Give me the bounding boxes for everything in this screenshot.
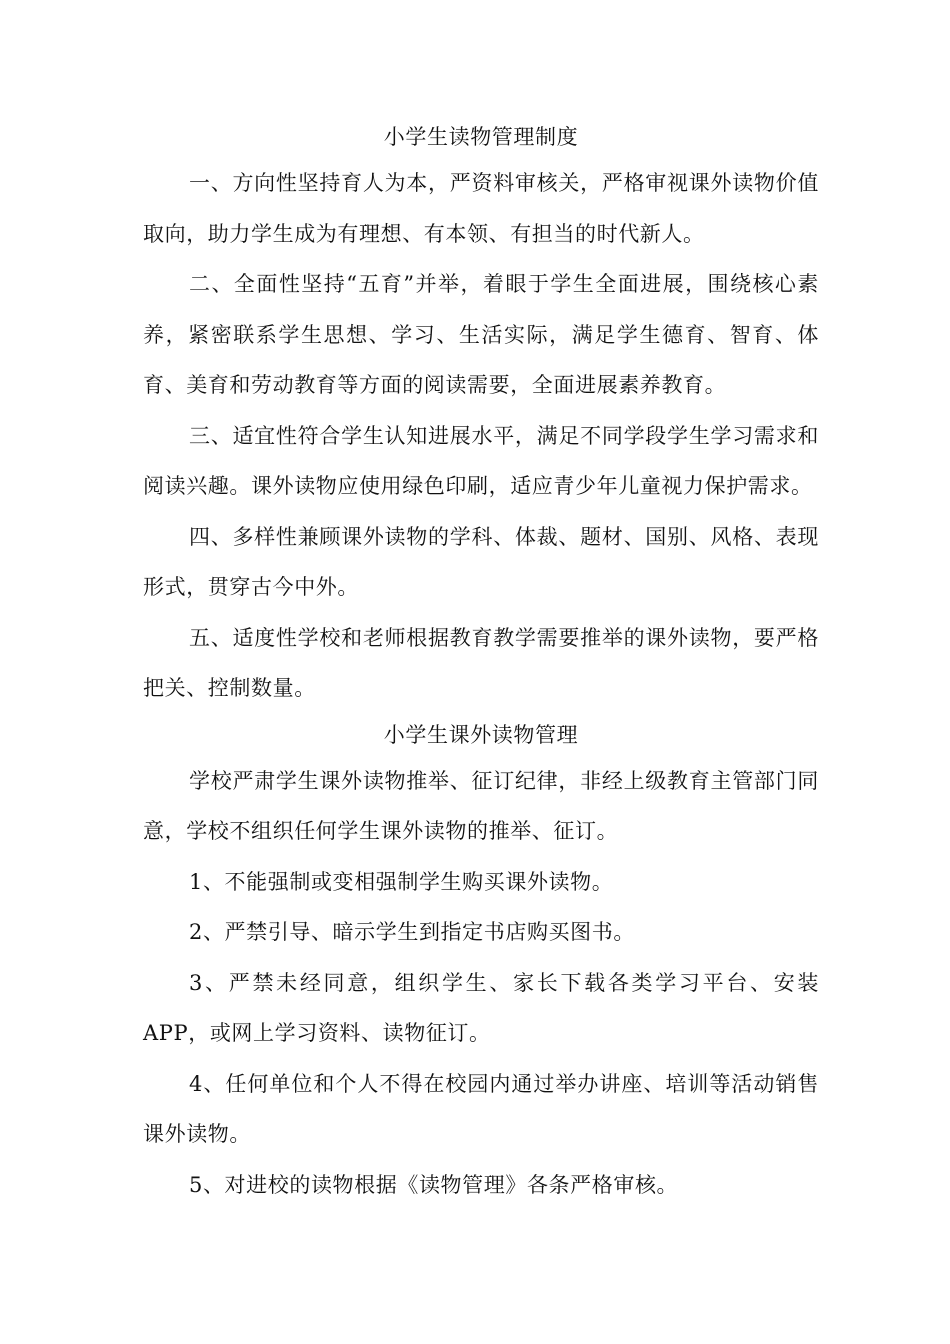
paragraph-direction: 一、方向性坚持育人为本，严资料审核关，严格审视课外读物价值取向，助力学生成为有理想、有本领、有担当的时代新人。 <box>143 171 819 246</box>
document-title: 小学生读物管理制度 <box>383 125 579 149</box>
paragraph-comprehensive: 二、全面性坚持“五育”并举，着眼于学生全面进展，围绕核心素养，紧密联系学生思想、学习、生活实际，满足学生德育、智育、体育、美育和劳动教育等方面的阅读需要，全面进展素养教育。 <box>143 272 819 397</box>
rule-item-1: 1、不能强制或变相强制学生购买课外读物。 <box>189 869 614 894</box>
paragraph-suitability: 三、适宜性符合学生认知进展水平，满足不同学段学生学习需求和阅读兴趣。课外读物应使用绿色印刷，适应青少年儿童视力保护需求。 <box>143 423 819 498</box>
rule-item-3: 3、严禁未经同意，组织学生、家长下载各类学习平台、安装APP，或网上学习资料、读物征订。 <box>143 970 819 1045</box>
rule-item-2: 2、严禁引导、暗示学生到指定书店购买图书。 <box>189 920 635 944</box>
paragraph-moderation: 五、适度性学校和老师根据教育教学需要推举的课外读物，要严格把关、控制数量。 <box>143 625 819 700</box>
rule-item-4: 4、任何单位和个人不得在校园内通过举办讲座、培训等活动销售课外读物。 <box>143 1071 819 1146</box>
document-body <box>143 116 819 1210</box>
rule-item-5: 5、对进校的读物根据《读物管理》各条严格审核。 <box>189 1172 679 1197</box>
paragraph-diversity: 四、多样性兼顾课外读物的学科、体裁、题材、国别、风格、表现形式，贯穿古今中外。 <box>143 524 819 599</box>
section-title: 小学生课外读物管理 <box>383 722 579 747</box>
paragraph-discipline: 学校严肃学生课外读物推举、征订纪律，非经上级教育主管部门同意，学校不组织任何学生课外读物的推举、征订。 <box>143 768 819 843</box>
